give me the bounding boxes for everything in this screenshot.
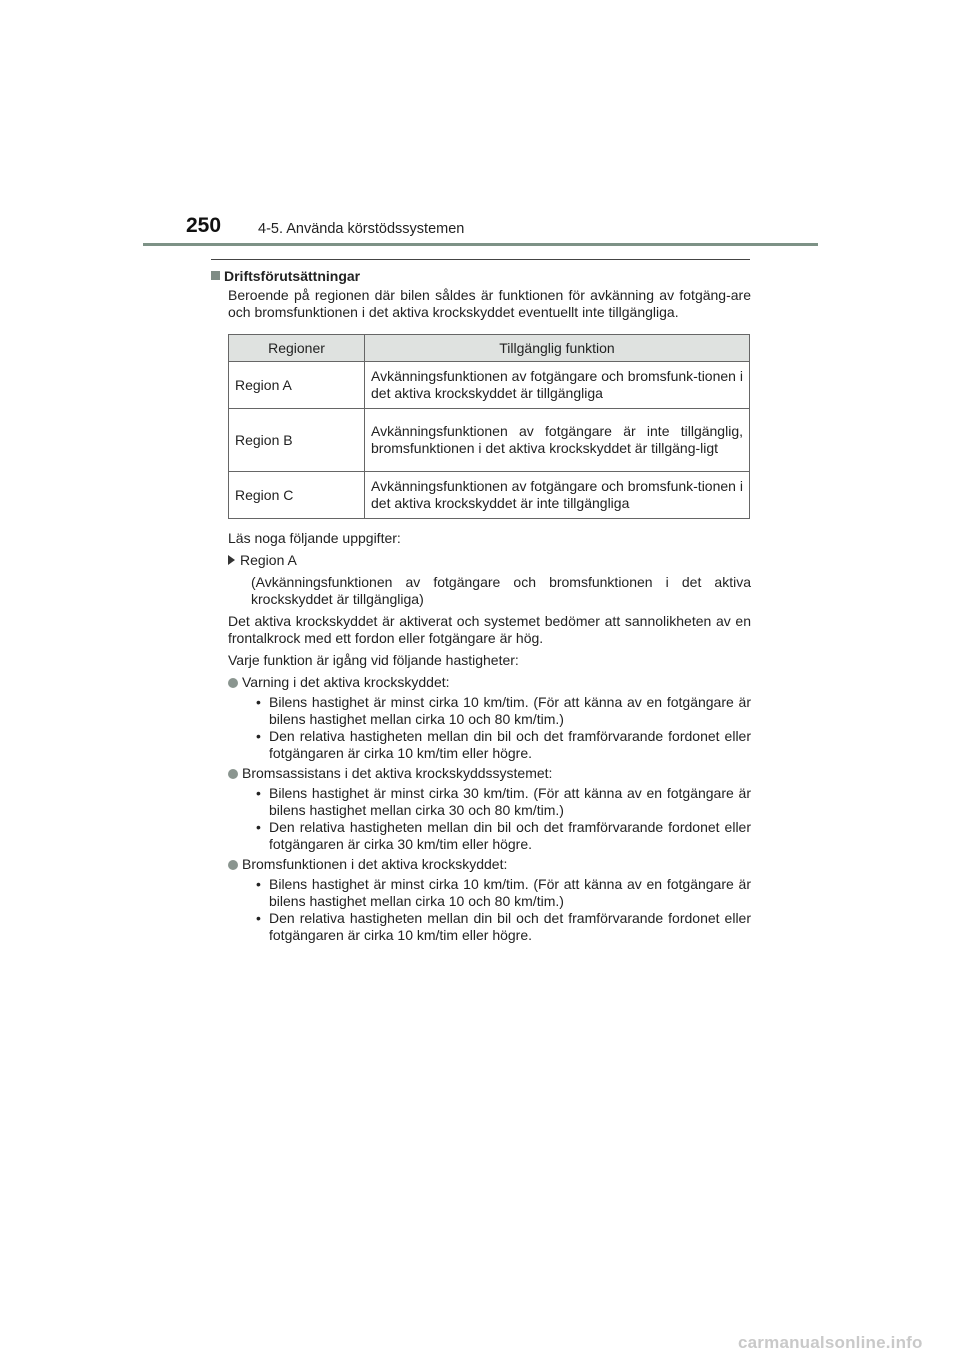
table-header-regions: Regioner: [229, 335, 365, 362]
table-row: [229, 409, 750, 472]
sub-list-item: • Bilens hastighet är minst cirka 10 km/tim. (För att känna av en fotgängare är bilens hastighet mellan cirka 10 och 80 km/tim.): [269, 694, 751, 728]
table-row: [229, 362, 750, 409]
circle-bullet-icon: [228, 769, 238, 779]
table-cell-region: Region C: [229, 472, 365, 519]
table-cell-function: Avkänningsfunktionen av fotgängare och bromsfunk-tionen i det aktiva krockskyddet är inte tillgängliga: [365, 472, 750, 519]
list-item-title-text: Bromsassistans i det aktiva krockskyddssystemet:: [242, 765, 553, 781]
header-rule: [143, 243, 818, 246]
table-cell-region: Region A: [229, 362, 365, 409]
sub-list-item: • Den relativa hastigheten mellan din bil och det framförvarande fordonet eller fotgängaren är cirka 10 km/tim eller högre.: [269, 728, 751, 762]
list-item-title: [228, 765, 751, 782]
section-heading-text: Driftsförutsättningar: [224, 268, 361, 284]
table-cell-function: Avkänningsfunktionen av fotgängare är inte tillgänglig, bromsfunktionen i det aktiva krockskyddet är tillgäng-ligt: [365, 409, 750, 472]
table-header-function: Tillgänglig funktion: [365, 335, 750, 362]
sub-list-item: • Den relativa hastigheten mellan din bil och det framförvarande fordonet eller fotgängaren är cirka 10 km/tim eller högre.: [269, 910, 751, 944]
sub-list: [228, 785, 751, 853]
sub-list: [228, 876, 751, 944]
table-cell-region: Region B: [229, 409, 365, 472]
chapter-title: 4-5. Använda körstödssystemen: [258, 221, 465, 237]
list-item: [228, 765, 751, 853]
list-item: [228, 856, 751, 944]
section-heading: [211, 268, 751, 285]
read-note: Läs noga följande uppgifter:: [228, 530, 401, 546]
arrow-right-icon: [228, 555, 235, 565]
activation-text: Det aktiva krockskyddet är aktiverat och systemet bedömer att sannolikheten av en frontalkrock med ett fordon eller fotgängare är hög.: [228, 613, 751, 646]
sub-list-item: • Den relativa hastigheten mellan din bil och det framförvarande fordonet eller fotgängaren är cirka 30 km/tim eller högre.: [269, 819, 751, 853]
table-row: [229, 472, 750, 519]
circle-bullet-icon: [228, 860, 238, 870]
watermark-link[interactable]: carmanualsonline.info: [738, 1333, 923, 1352]
list-item-title-text: Varning i det aktiva krockskyddet:: [242, 674, 450, 690]
speeds-intro: Varje funktion är igång vid följande hastigheter:: [228, 652, 519, 668]
function-list: [211, 674, 751, 944]
list-item-title-text: Bromsfunktionen i det aktiva krockskyddet:: [242, 856, 508, 872]
circle-bullet-icon: [228, 678, 238, 688]
page-number: 250: [186, 214, 222, 237]
region-table: [228, 334, 750, 519]
sub-list: [228, 694, 751, 762]
page-content: [211, 259, 751, 947]
sub-list-item: • Bilens hastighet är minst cirka 30 km/tim. (För att känna av en fotgängare är bilens hastighet mellan cirka 30 och 80 km/tim.): [269, 785, 751, 819]
table-header-row: [229, 335, 750, 362]
table-cell-function: Avkänningsfunktionen av fotgängare och bromsfunk-tionen i det aktiva krockskyddet är tillgängliga: [365, 362, 750, 409]
sub-list-item: • Bilens hastighet är minst cirka 10 km/tim. (För att känna av en fotgängare är bilens hastighet mellan cirka 10 och 80 km/tim.): [269, 876, 751, 910]
list-item: [228, 674, 751, 762]
section-intro: Beroende på regionen där bilen såldes är funktionen för avkänning av fotgäng-are och bromsfunktionen i det aktiva krockskyddet eventuellt inte tillgängliga.: [228, 287, 751, 320]
square-bullet-icon: [211, 271, 220, 280]
list-item-title: [228, 856, 751, 873]
region-a-description: (Avkänningsfunktionen av fotgängare och bromsfunktionen i det aktiva krockskyddet är tillgängliga): [251, 574, 751, 607]
list-item-title: [228, 674, 751, 691]
section-divider: [211, 259, 750, 260]
region-a-label: Region A: [240, 552, 297, 568]
region-a-heading: [211, 552, 751, 569]
